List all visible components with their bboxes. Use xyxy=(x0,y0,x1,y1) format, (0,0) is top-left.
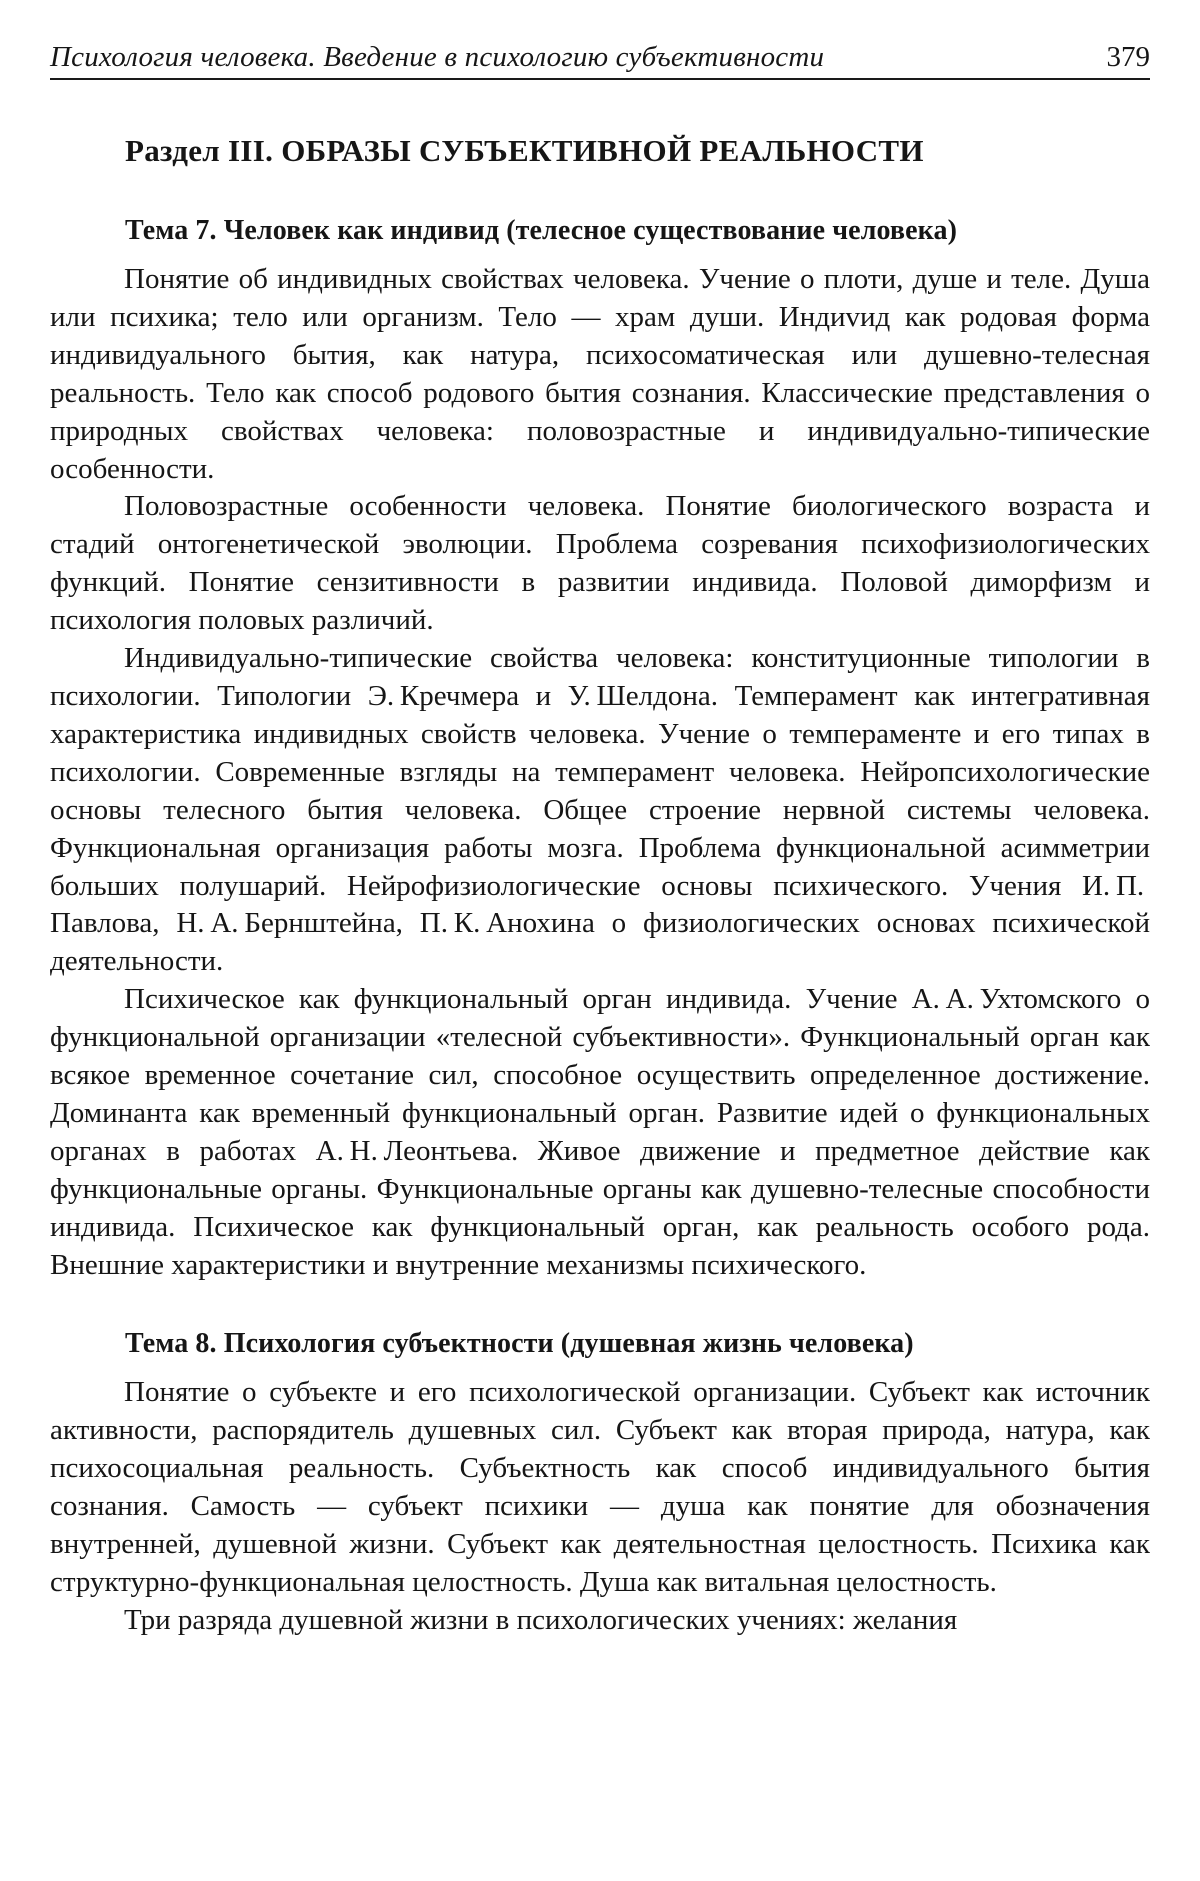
topic-7-body xyxy=(50,261,1150,1284)
section-title: Раздел III. ОБРАЗЫ СУБЪЕКТИВНОЙ РЕАЛЬНОСТИ xyxy=(125,133,924,168)
running-header xyxy=(50,40,1150,80)
paragraph: Три разряда душевной жизни в психологических учениях: желания xyxy=(124,1603,958,1636)
running-title: Психология человека. Введение в психологию субъективности xyxy=(50,41,825,73)
paragraph: Понятие о субъекте и его психологической организации. Субъект как источник активности, распорядитель душевных сил. Субъект как вторая природа, натура, как психосоциальная реальность. Субъектность как способ индивидуального бытия сознания. Самость — субъект психики — душа как понятие для обозначения внутренней, душевной жизни. Субъект как деятельностная целостность. Психика как структурно-функциональная целостность. Душа как витальная целостность. xyxy=(50,1376,1150,1598)
paragraph: Понятие об индивидных свойствах человека. Учение о плоти, душе и теле. Душа или психика; тело или организм. Тело — храм души. Индиvид как родовая форма индивидуального бытия, как натура, психосоматическая или душевно-телесная реальность. Тело как способ родового бытия сознания. Классические представления о природных свойствах человека: половозрастные и индивидуально-типические особенности. xyxy=(50,263,1150,485)
page-number: 379 xyxy=(1106,41,1150,73)
paragraph: Половозрастные особенности человека. Понятие биологического возраста и стадий онтогенетической эволюции. Проблема созревания психофизиологических функций. Понятие сензитивности в развитии индивида. Половой диморфизм и психология половых различий. xyxy=(50,490,1150,637)
topic-7-title: Тема 7. Человек как индивид (телесное существование человека) xyxy=(125,215,957,246)
book-page xyxy=(50,40,1150,1640)
paragraph: Психическое как функциональный орган индивида. Учение А. А. Ухтомского о функциональной организации «телесной субъективности». Функциональный орган как всякое временное сочетание сил, способное осуществить определенное достижение. Доминанта как временный функциональный орган. Развитие идей о функциональных органах в работах А. Н. Леонтьева. Живое движение и предметное действие как функциональные органы. Функциональные органы как душевно-телесные способности индивида. Психическое как функциональный орган, как реальность особого рода. Внешние характеристики и внутренние механизмы психического. xyxy=(50,983,1150,1281)
topic-8-body xyxy=(50,1374,1150,1639)
topic-8-title: Тема 8. Психология субъектности (душевная жизнь человека) xyxy=(125,1328,914,1360)
paragraph: Индивидуально-типические свойства человека: конституционные типологии в психологии. Типологии Э. Кречмера и У. Шелдона. Темперамент как интегративная характеристика индивидных свойств человека. Учение о темпераменте и его типах в психологии. Современные взгляды на темперамент человека. Нейропсихологические основы телесного бытия человека. Общее строение нервной системы человека. Функциональная организация работы мозга. Проблема функциональной асимметрии больших полушарий. Нейрофизиологические основы психического. Учения И. П. Павлова, Н. А. Бернштейна, П. К. Анохина о физиологических основах психической деятельности. xyxy=(50,642,1150,978)
